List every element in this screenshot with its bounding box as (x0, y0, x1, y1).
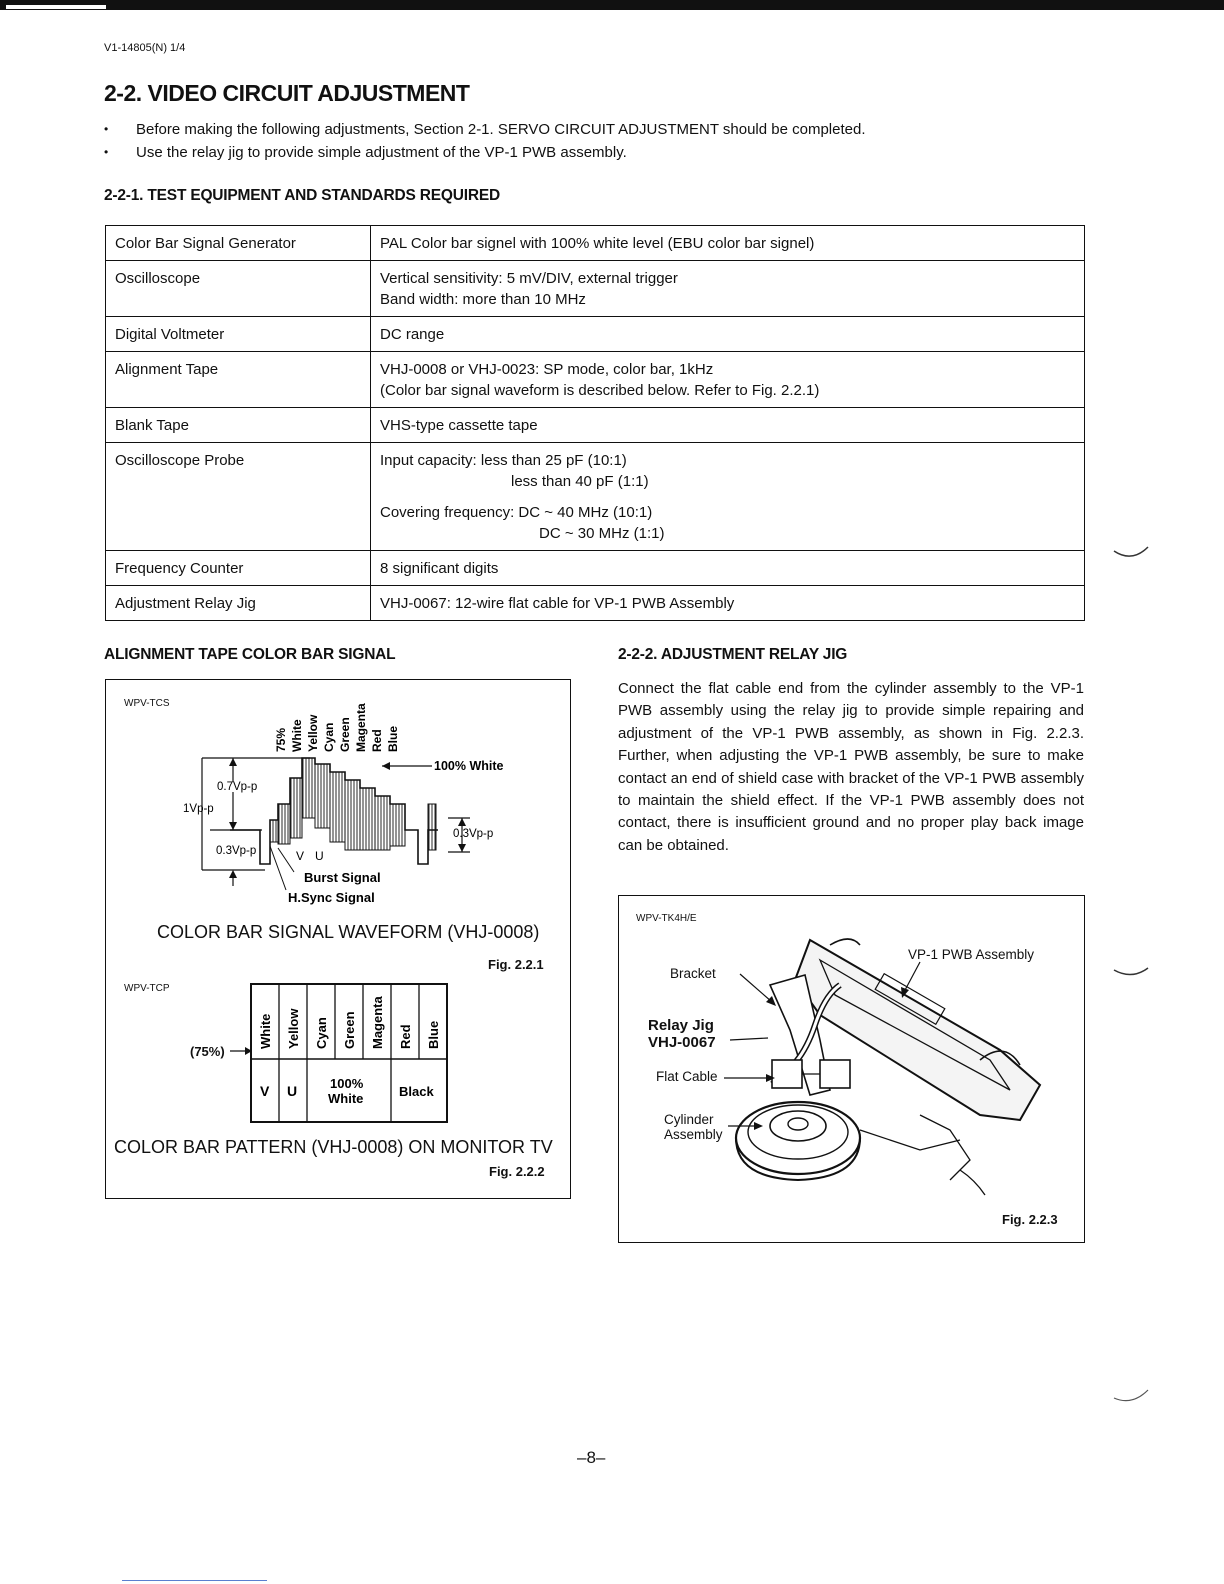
label-03vpp-left: 0.3Vp-p (216, 845, 257, 857)
spec-line: VHJ-0067: 12-wire flat cable for VP-1 PWB Assembly (380, 595, 735, 612)
equipment-name: Color Bar Signal Generator (106, 226, 371, 261)
label-v: V (296, 849, 305, 863)
margin-mark (1112, 1388, 1152, 1408)
intro-bullets (104, 118, 1104, 164)
spec-line: DC ~ 30 MHz (1:1) (539, 525, 665, 542)
spec-line: Band width: more than 10 MHz (380, 291, 586, 308)
relay-jig-heading: 2-2-2. ADJUSTMENT RELAY JIG (618, 646, 848, 663)
pattern-label: Green (342, 1011, 357, 1049)
margin-mark (1112, 545, 1152, 565)
pattern-75-arrow (230, 1046, 254, 1056)
pattern-100-white: 100% (330, 1076, 364, 1091)
equipment-spec (371, 551, 1085, 586)
label-vp1-pwb: VP-1 PWB Assembly (908, 947, 1035, 962)
equipment-name: Oscilloscope (106, 261, 371, 317)
label-1vpp: 1Vp-p (183, 803, 214, 815)
table-row (106, 261, 1085, 317)
margin-mark (1112, 962, 1152, 982)
spec-line: (Color bar signal waveform is described below. Refer to Fig. 2.2.1) (380, 382, 820, 399)
pattern-100-white-2: White (328, 1091, 364, 1106)
label-03vpp-right: 0.3Vp-p (453, 828, 494, 840)
spec-line: VHJ-0008 or VHJ-0023: SP mode, color bar, 1kHz (380, 361, 714, 378)
color-bar-heading: ALIGNMENT TAPE COLOR BAR SIGNAL (104, 646, 396, 663)
relay-figure-tag: WPV-TK4H/E (636, 913, 697, 924)
label-bracket: Bracket (670, 966, 716, 981)
bar-label: Cyan (322, 722, 336, 752)
equipment-spec (371, 226, 1085, 261)
fig-2-2-2: Fig. 2.2.2 (489, 1164, 545, 1179)
equipment-spec (371, 352, 1085, 408)
equipment-spec (371, 317, 1085, 352)
label-u: U (315, 849, 324, 863)
table-row (106, 586, 1085, 621)
pattern-label: Blue (426, 1020, 441, 1049)
pattern-label: Red (398, 1024, 413, 1049)
spec-line: DC range (380, 326, 445, 343)
equipment-spec (371, 586, 1085, 621)
pattern-label: Cyan (314, 1017, 329, 1049)
color-bar-pattern (250, 983, 450, 1125)
waveform-tag: WPV-TCS (124, 698, 170, 709)
relay-jig-paragraph: Connect the flat cable end from the cylinder assembly to the VP-1 PWB assembly using the relay jig to provide simple repairing and adjustment of the VP-1 PWB assembly, as shown in Fig. 2.2.3. Further, when adjusting the VP-1 PWB assembly, be sure to make contact an end of shield case with bracket of the VP-1 PWB assembly to maintain the shield effect. If the VP-1 PWB assembly does not contact, there is insufficient ground and no proper play back image can be obtained. (618, 680, 1084, 854)
label-relay-jig-model: VHJ-0067 (648, 1034, 716, 1051)
table-row (106, 551, 1085, 586)
bar-label: Blue (386, 725, 400, 752)
table-row (106, 317, 1085, 352)
label-cylinder: Cylinder (664, 1112, 714, 1127)
spec-line: Input capacity: less than 25 pF (10:1) (380, 452, 627, 469)
top-rule-notch (6, 5, 106, 9)
equipment-table (105, 225, 1085, 621)
label-100-white: 100% White (434, 759, 504, 773)
fig-2-2-1: Fig. 2.2.1 (488, 957, 544, 972)
pattern-75-label: (75%) (190, 1044, 225, 1059)
fig-2-2-3: Fig. 2.2.3 (1002, 1212, 1058, 1227)
label-flat-cable: Flat Cable (656, 1069, 718, 1084)
equipment-spec (371, 408, 1085, 443)
table-row (106, 443, 1085, 551)
equipment-name: Digital Voltmeter (106, 317, 371, 352)
bar-label: Green (338, 717, 352, 752)
pattern-caption: COLOR BAR PATTERN (VHJ-0008) ON MONITOR TV (114, 1137, 553, 1157)
spec-line: PAL Color bar signel with 100% white level (EBU color bar signel) (380, 235, 815, 252)
pattern-label: Magenta (370, 996, 385, 1049)
pattern-label: Yellow (286, 1008, 301, 1049)
label-cylinder-assembly: Assembly (664, 1127, 723, 1142)
label-hsync: H.Sync Signal (288, 890, 375, 905)
bar-label: Red (370, 729, 384, 752)
bullet-item: • Use the relay jig to provide simple adjustment of the VP-1 PWB assembly. (104, 141, 1104, 164)
top-rule (0, 0, 1224, 10)
bar-label: White (290, 719, 304, 752)
equipment-name: Blank Tape (106, 408, 371, 443)
pattern-label: White (258, 1013, 273, 1049)
table-row (106, 352, 1085, 408)
section-title: 2-2. VIDEO CIRCUIT ADJUSTMENT (104, 80, 470, 106)
label-relay-jig: Relay Jig (648, 1017, 714, 1034)
spec-line: less than 40 pF (1:1) (511, 473, 649, 490)
bar-label: Yellow (306, 714, 320, 752)
bar-label: 75% (274, 727, 288, 752)
pattern-u: U (287, 1083, 298, 1099)
spec-line: VHS-type cassette tape (380, 417, 538, 434)
waveform-caption: COLOR BAR SIGNAL WAVEFORM (VHJ-0008) (157, 922, 540, 942)
spec-line: 8 significant digits (380, 560, 499, 577)
equipment-name: Frequency Counter (106, 551, 371, 586)
equipment-name: Oscilloscope Probe (106, 443, 371, 551)
pattern-black: Black (399, 1084, 434, 1099)
bar-label: Magenta (354, 703, 368, 752)
equipment-heading: 2-2-1. TEST EQUIPMENT AND STANDARDS REQUIRED (104, 187, 500, 204)
pattern-v: V (260, 1083, 270, 1099)
label-burst: Burst Signal (304, 870, 381, 885)
bullet-item: • Before making the following adjustments, Section 2-1. SERVO CIRCUIT ADJUSTMENT should be completed. (104, 118, 1104, 141)
equipment-name: Alignment Tape (106, 352, 371, 408)
pattern-tag: WPV-TCP (124, 983, 170, 994)
waveform-diagram (170, 680, 530, 910)
table-row (106, 408, 1085, 443)
equipment-name: Adjustment Relay Jig (106, 586, 371, 621)
page-number: –8– (577, 1448, 606, 1467)
equipment-spec (371, 261, 1085, 317)
footer-line (122, 1580, 267, 1581)
spec-line: Covering frequency: DC ~ 40 MHz (10:1) (380, 504, 653, 521)
label-07vpp: 0.7Vp-p (217, 781, 258, 793)
spec-line: Vertical sensitivity: 5 mV/DIV, external trigger (380, 270, 678, 287)
table-row (106, 226, 1085, 261)
document-reference: V1-14805(N) 1/4 (104, 42, 186, 54)
equipment-spec (371, 443, 1085, 551)
